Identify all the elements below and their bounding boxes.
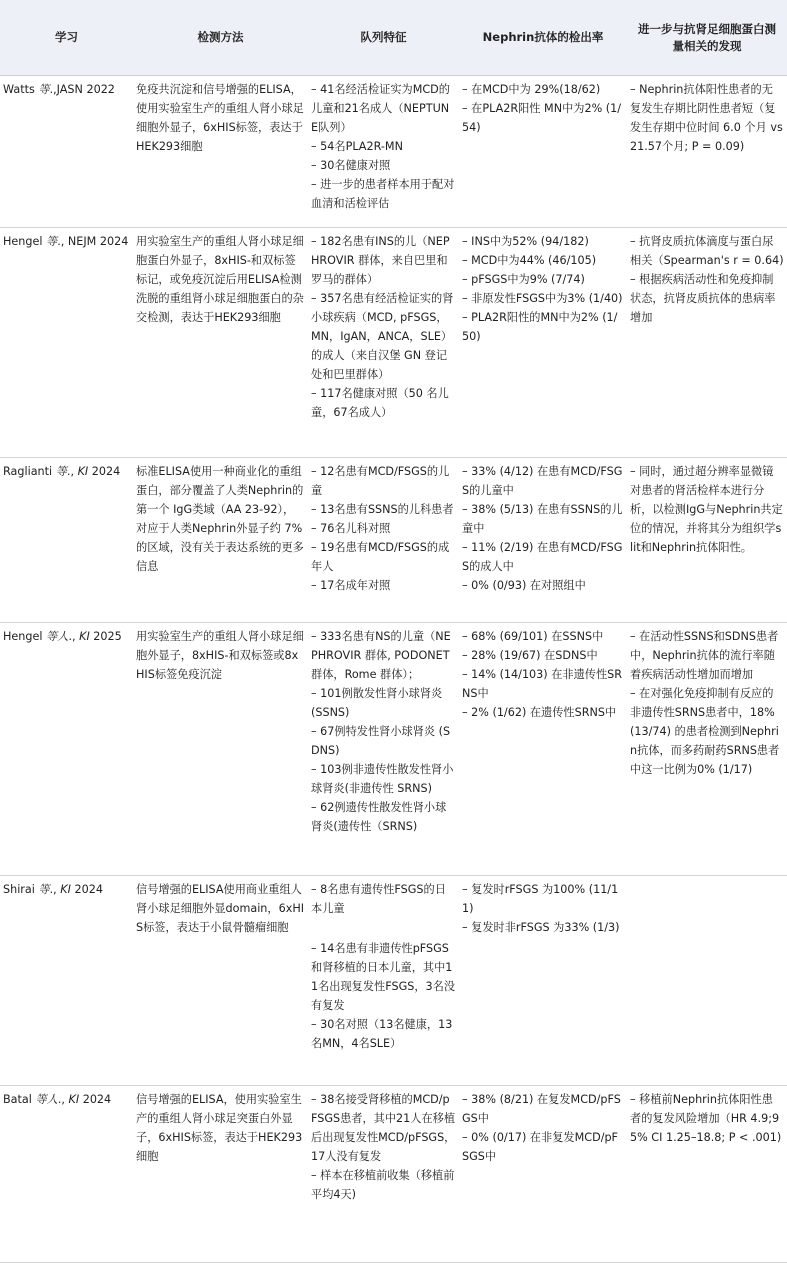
cohort-cell: – 12名患有MCD/FSGS的儿童 – 13名患有SSNS的儿科患者 – 76名儿科对照 – 19名患有MCD/FSGS的成年人 – 17名成年对照 [308, 458, 459, 623]
header-row [0, 0, 787, 76]
study-cell: Batal 等人., KI 2024 [0, 1086, 133, 1263]
rate-cell: – 在MCD中为 29%(18/62) – 在PLA2R阳性 MN中为2% (1/54) [459, 76, 627, 228]
study-cell: Watts 等.,JASN 2022 [0, 76, 133, 228]
method-cell: 用实验室生产的重组人肾小球足细胞蛋白外显子，8xHIS-和双标签标记，或免疫沉淀后用ELISA检测洗脱的重组肾小球足细胞蛋白的杂交检测，表达于HEK293细胞 [133, 228, 308, 458]
cohort-cell: – 38名接受肾移植的MCD/pFSGS患者，其中21人在移植后出现复发性MCD/pFSGS，17人没有复发 – 样本在移植前收集（移植前平均4天) [308, 1086, 459, 1263]
header-study: 学习 [0, 0, 133, 76]
cohort-cell: – 41名经活检证实为MCD的儿童和21名成人（NEPTUNE队列） – 54名PLA2R-MN – 30名健康对照 – 进一步的患者样本用于配对血清和活检评估 [308, 76, 459, 228]
rate-cell: – INS中为52% (94/182) – MCD中为44% (46/105) – pFSGS中为9% (7/74) – 非原发性FSGS中为3% (1/40) – PLA2R阳性的MN中为2% (1/50) [459, 228, 627, 458]
header-method: 检测方法 [133, 0, 308, 76]
findings-cell: – 抗肾皮质抗体滴度与蛋白尿相关（Spearman's r = 0.64) – 根据疾病活动性和免疫抑制状态，抗肾皮质抗体的患病率增加 [627, 228, 787, 458]
table-row [0, 876, 787, 1086]
findings-cell [627, 876, 787, 1086]
method-cell: 信号增强的ELISA，使用实验室生产的重组人肾小球足突蛋白外显子，6xHIS标签，表达于HEK293细胞 [133, 1086, 308, 1263]
findings-cell: – 移植前Nephrin抗体阳性患者的复发风险增加（HR 4.9;95% CI 1.25–18.8; P < .001) [627, 1086, 787, 1263]
header-cohort: 队列特征 [308, 0, 459, 76]
header-findings: 进一步与抗肾足细胞蛋白测量相关的发现 [627, 0, 787, 76]
table-row [0, 228, 787, 458]
table-row [0, 458, 787, 623]
cohort-cell: – 182名患有INS的儿（NEPHROVIR 群体，来自巴里和罗马的群体） – 357名患有经活检证实的肾小球疾病（MCD, pFSGS，MN，IgAN，ANCA，SLE）的成人（来自汉堡 GN 登记处和巴里群体） – 117名健康对照（50 名儿童，67名成人） [308, 228, 459, 458]
table-row [0, 76, 787, 228]
table-row [0, 623, 787, 876]
findings-cell: – 在活动性SSNS和SDNS患者中，Nephrin抗体的流行率随着疾病活动性增加而增加 – 在对强化免疫抑制有反应的非遗传性SRNS患者中，18% (13/74) 的患者检测到Nephrin抗体，而多药耐药SRNS患者中这一比例为0% (1/17) [627, 623, 787, 876]
header-rate: Nephrin抗体的检出率 [459, 0, 627, 76]
cohort-cell: – 8名患有遗传性FSGS的日本儿童 – 14名患有非遗传性pFSGS和肾移植的日本儿童，其中11名出现复发性FSGS，3名没有复发 – 30名对照（13名健康，13名MN，4名SLE） [308, 876, 459, 1086]
cohort-cell: – 333名患有NS的儿童（NEPHROVIR 群体, PODONET 群体，Rome 群体）； – 101例散发性肾小球肾炎 (SSNS) – 67例特发性肾小球肾炎 (SDNS) – 103例非遗传性散发性肾小球肾炎(非遗传性 SRNS) – 62例遗传性散发性肾小球肾炎(遗传性（SRNS) [308, 623, 459, 876]
study-cell: Shirai 等., KI 2024 [0, 876, 133, 1086]
rate-cell: – 复发时rFSGS 为100% (11/11) – 复发时非rFSGS 为33% (1/3) [459, 876, 627, 1086]
method-cell: 免疫共沉淀和信号增强的ELISA，使用实验室生产的重组人肾小球足细胞外显子，6xHIS标签，表达于HEK293细胞 [133, 76, 308, 228]
findings-cell: – 同时，通过超分辨率显微镜对患者的肾活检样本进行分析，以检测IgG与Nephrin共定位的情况，并将其分为组织学slit和Nephrin抗体阳性。 [627, 458, 787, 623]
method-cell: 用实验室生产的重组人肾小球足细胞外显子，8xHIS-和双标签或8xHIS标签免疫沉淀 [133, 623, 308, 876]
rate-cell: – 33% (4/12) 在患有MCD/FSGS的儿童中 – 38% (5/13) 在患有SSNS的儿童中 – 11% (2/19) 在患有MCD/FSGS的成人中 – 0% (0/93) 在对照组中 [459, 458, 627, 623]
table-row [0, 1086, 787, 1263]
method-cell: 信号增强的ELISA使用商业重组人肾小球足细胞外显domain，6xHIS标签，表达于小鼠骨髓瘤细胞 [133, 876, 308, 1086]
findings-cell: – Nephrin抗体阳性患者的无复发生存期比阴性患者短（复发生存期中位时间 6.0 个月 vs 21.57个月; P = 0.09) [627, 76, 787, 228]
study-cell: Hengel 等., NEJM 2024 [0, 228, 133, 458]
study-cell: Raglianti 等., KI 2024 [0, 458, 133, 623]
rate-cell: – 68% (69/101) 在SSNS中 – 28% (19/67) 在SDNS中 – 14% (14/103) 在非遗传性SRNS中 – 2% (1/62) 在遗传性SRNS中 [459, 623, 627, 876]
study-cell: Hengel 等人., KI 2025 [0, 623, 133, 876]
rate-cell: – 38% (8/21) 在复发MCD/pFSGS中 – 0% (0/17) 在非复发MCD/pFSGS中 [459, 1086, 627, 1263]
method-cell: 标准ELISA使用一种商业化的重组蛋白，部分覆盖了人类Nephrin的第一个 IgG类域（AA 23-92），对应于人类Nephrin外显子约 7%的区域，没有关于表达系统的更多信息 [133, 458, 308, 623]
